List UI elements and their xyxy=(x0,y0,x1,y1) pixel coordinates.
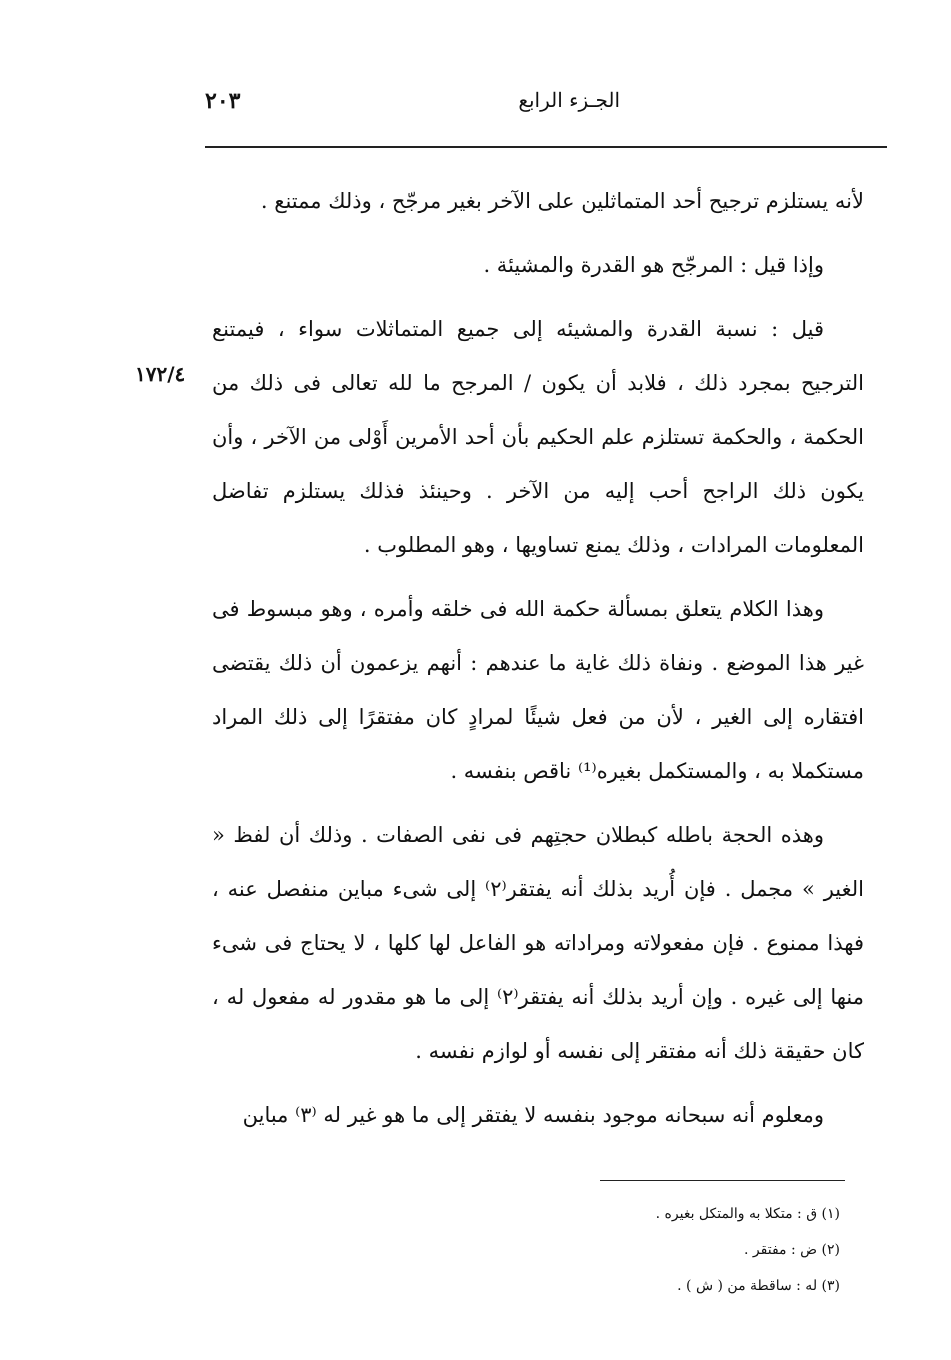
footnote-2: (٢) ض : مفتقر . xyxy=(744,1242,840,1258)
paragraph-5: وهذه الحجة باطله كبطلان حجتِهم فى نفى الصفات . وذلك أن لفظ « الغير » مجمل . فإن أُريد بذلك أنه يفتقر⁽٢⁾ إلى شىء مباين منفصل عنه ، فهذا ممنوع . فإن مفعولاته ومراداته هو الفاعل لها كلها ، لا يحتاج فى شىء منها إلى غيره . وإن أريد بذلك أنه يفتقر⁽٢⁾ إلى ما هو مقدور له مفعول له ، كان حقيقة ذلك أنه مفتقر إلى نفسه أو لوازم نفسه . xyxy=(212,823,865,1063)
footnotes xyxy=(420,1196,840,1304)
page-header xyxy=(205,88,885,128)
footnote-1: (١) ق : متكلا به والمتكل بغيره . xyxy=(655,1206,840,1222)
margin-reference: ١٧٢/٤ xyxy=(135,362,186,386)
footnote-3: (٣) له : ساقطة من ( ش ) . xyxy=(677,1278,840,1294)
page-number: ٢٠٣ xyxy=(205,88,241,114)
running-title: الجـزء الرابع xyxy=(518,88,620,112)
paragraph-2: وإذا قيل : المرجّح هو القدرة والمشيئة . xyxy=(483,253,824,277)
main-text xyxy=(212,174,864,1152)
paragraph-3: قيل : نسبة القدرة والمشيئه إلى جميع المتماثلات سواء ، فيمتنع الترجيح بمجرد ذلك ، فلابد أن يكون / المرجح ما لله تعالى فى ذلك من الحكمة ، والحكمة تستلزم علم الحكيم بأن أحد الأمرين أَوْلى من الآخر ، وأن يكون ذلك الراجح أحب إليه من الآخر . وحينئذ فذلك يستلزم تفاضل المعلومات المرادات ، وذلك يمنع تساويها ، وهو المطلوب . xyxy=(212,317,864,557)
paragraph-6: ومعلوم أنه سبحانه موجود بنفسه لا يفتقر إلى ما هو غير له ⁽٣⁾ مباين xyxy=(242,1103,824,1127)
paragraph-4: وهذا الكلام يتعلق بمسألة حكمة الله فى خلقه وأمره ، وهو مبسوط فى غير هذا الموضع . ونفاة ذلك غاية ما عندهم : أنهم يزعمون أن ذلك يقتضى افتقاره إلى الغير ، لأن من فعل شيئًا لمرادٍ كان مفتقرًا إلى ذلك المراد مستكملا به ، والمستكمل بغيره⁽¹⁾ ناقص بنفسه . xyxy=(212,597,864,783)
footnote-divider xyxy=(600,1180,845,1181)
header-divider xyxy=(205,146,887,148)
paragraph-1: لأنه يستلزم ترجيح أحد المتماثلين على الآخر بغير مرجّح ، وذلك ممتنع . xyxy=(260,189,864,213)
